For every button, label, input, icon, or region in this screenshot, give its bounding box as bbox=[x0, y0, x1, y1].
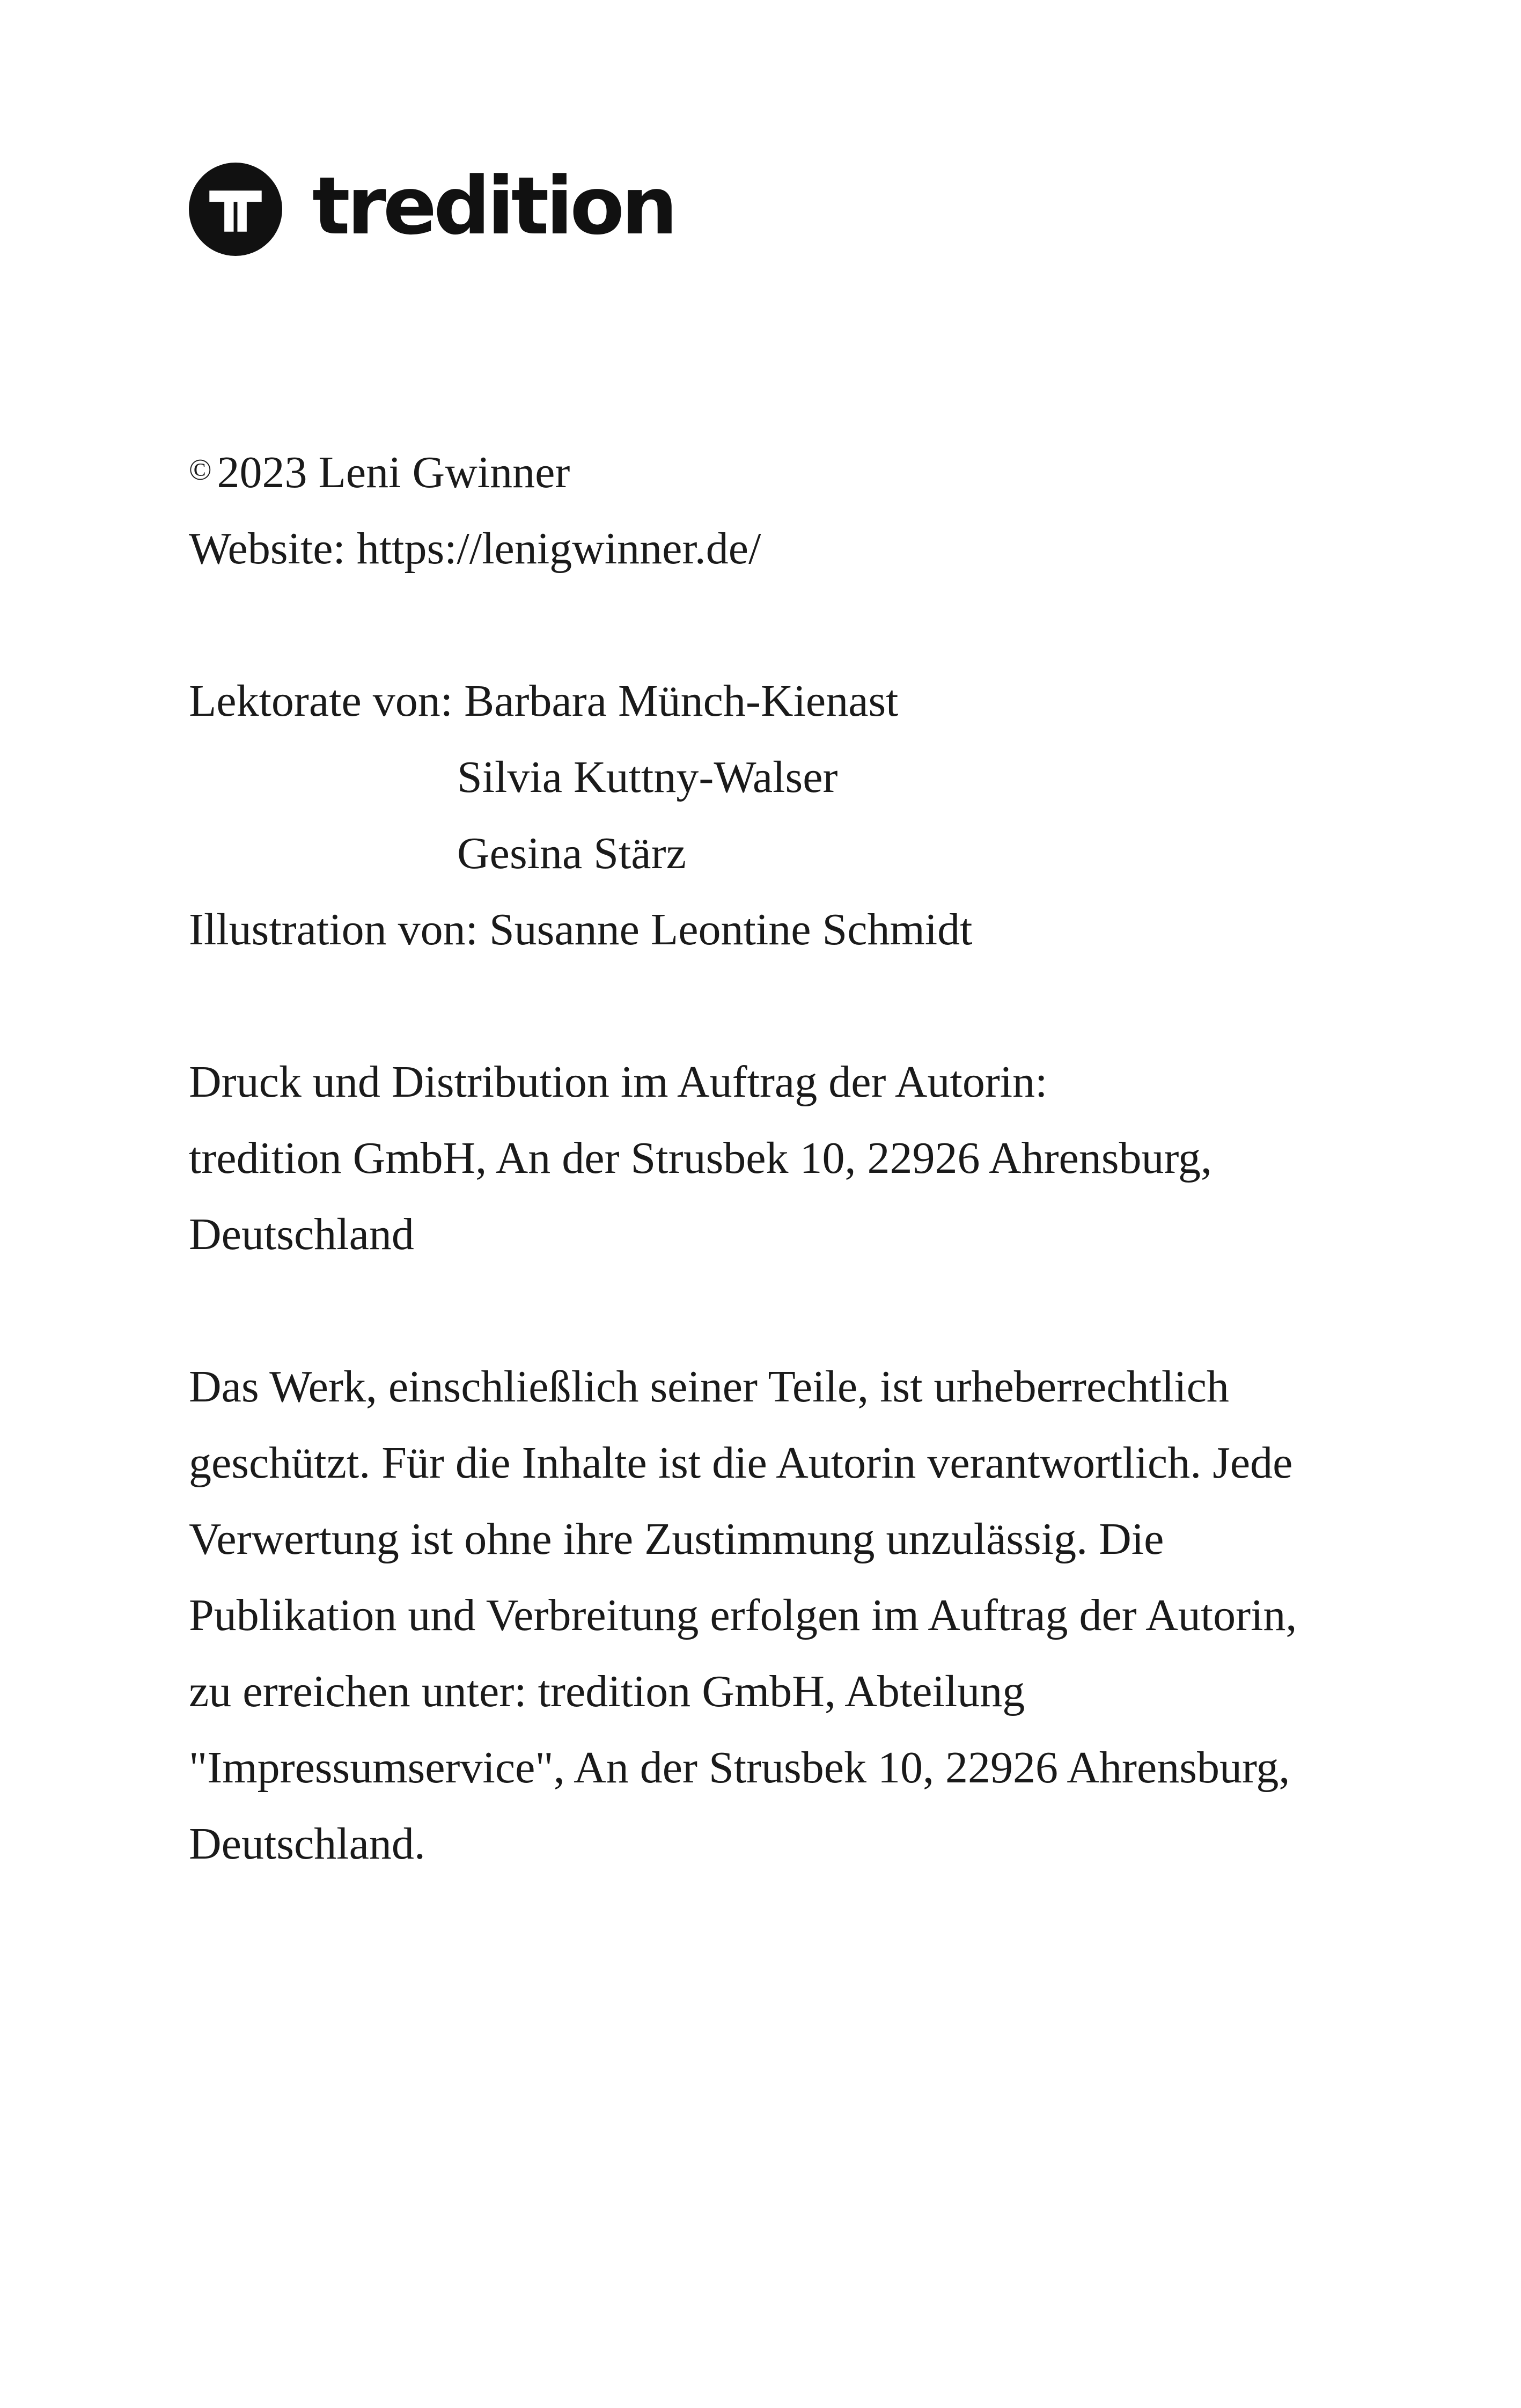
printing-line: Deutschland bbox=[189, 1209, 414, 1259]
illustration-line: Illustration von: Susanne Leontine Schmidt bbox=[189, 905, 973, 955]
legal-line: Das Werk, einschließlich seiner Teile, ist urheberrechtlich bbox=[189, 1362, 1229, 1412]
printing-line: tredition GmbH, An der Strusbek 10, 22926 Ahrensburg, bbox=[189, 1133, 1212, 1183]
editor-name: Gesina Stärz bbox=[457, 828, 686, 878]
tredition-logo-icon bbox=[189, 163, 282, 256]
editing-line: Lektorate von: Barbara Münch-Kienast bbox=[189, 676, 899, 726]
spacer bbox=[189, 587, 1342, 663]
spacer bbox=[189, 1273, 1342, 1349]
copyright-symbol: © bbox=[189, 453, 212, 487]
tredition-logo bbox=[189, 161, 674, 258]
legal-paragraph bbox=[189, 1349, 1342, 1882]
copyright-line bbox=[189, 435, 1342, 511]
logo-wordmark: tredition bbox=[312, 160, 675, 252]
legal-line: Verwertung ist ohne ihre Zustimmung unzulässig. Die bbox=[189, 1514, 1164, 1564]
legal-line: Deutschland. bbox=[189, 1819, 425, 1869]
website-line: Website: https://lenigwinner.de/ bbox=[189, 524, 761, 574]
legal-line: Publikation und Verbreitung erfolgen im Auftrag der Autorin, bbox=[189, 1590, 1297, 1640]
printing-line: Druck und Distribution im Auftrag der Autorin: bbox=[189, 1057, 1048, 1107]
spacer bbox=[189, 968, 1342, 1044]
editor-name: Silvia Kuttny-Walser bbox=[457, 752, 838, 802]
imprint-text bbox=[189, 435, 1342, 1882]
legal-line: "Impressumservice", An der Strusbek 10, 22926 Ahrensburg, bbox=[189, 1743, 1290, 1793]
copyright-text: 2023 Leni Gwinner bbox=[217, 447, 570, 497]
legal-line: zu erreichen unter: tredition GmbH, Abteilung bbox=[189, 1666, 1025, 1716]
legal-line: geschützt. Für die Inhalte ist die Autorin verantwortlich. Jede bbox=[189, 1438, 1293, 1488]
